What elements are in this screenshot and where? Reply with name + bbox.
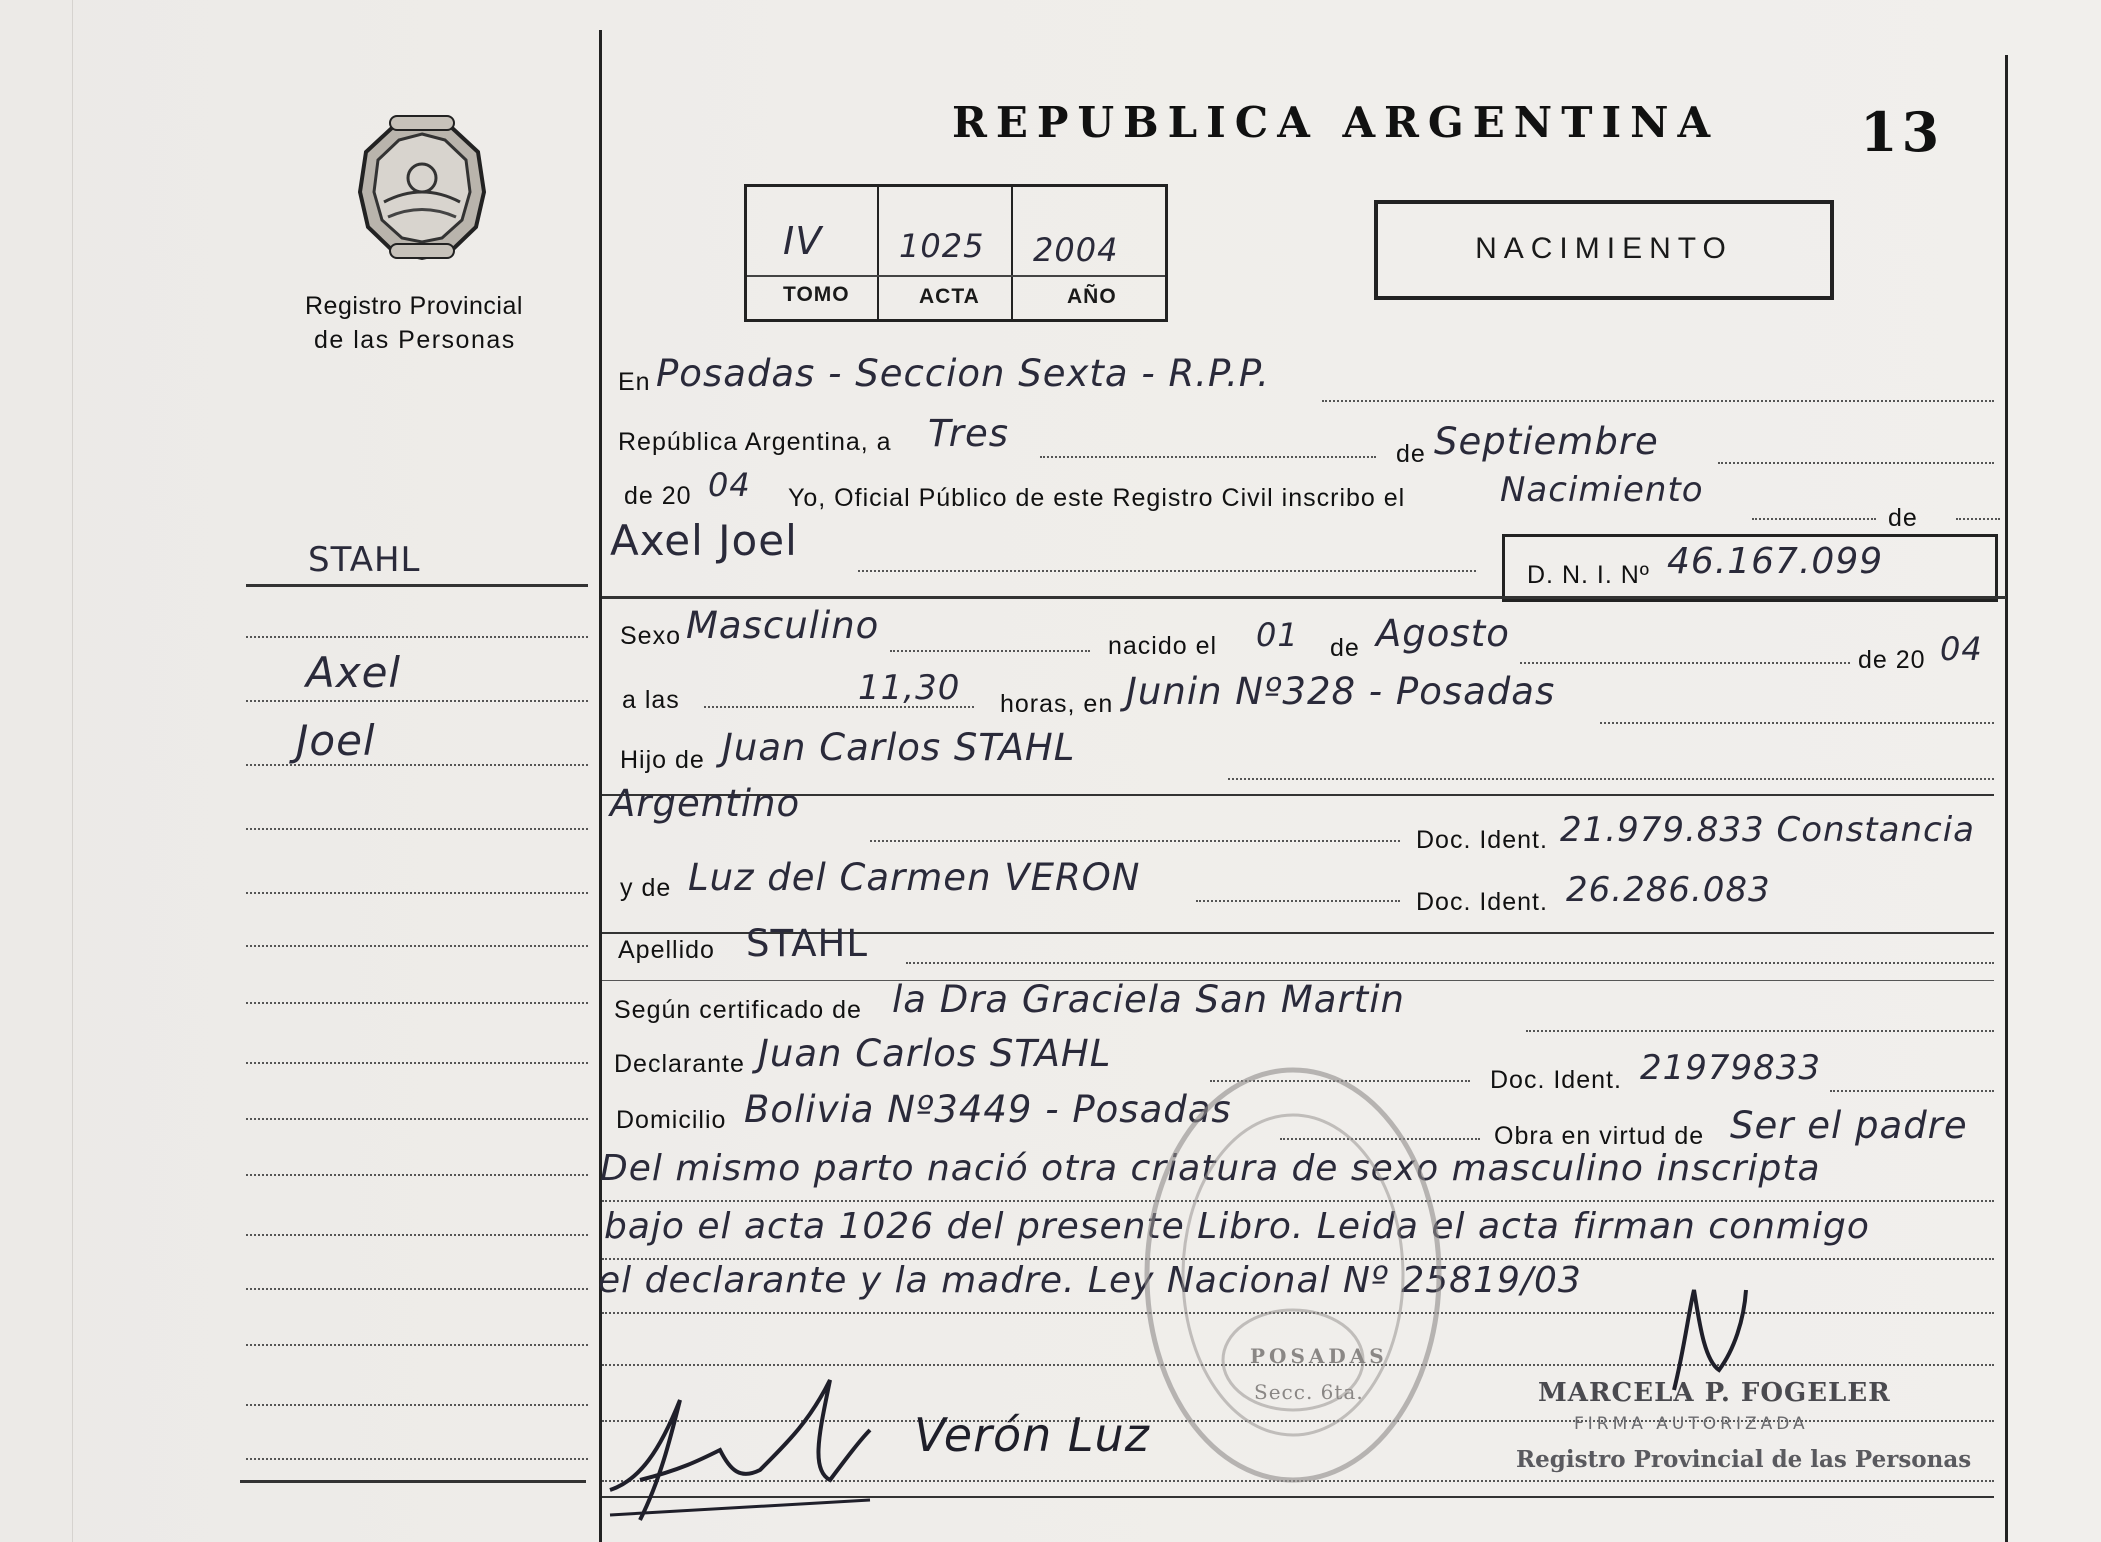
margin-name-1: Axel: [306, 648, 402, 697]
record-reference-box: [744, 184, 1168, 322]
registry-name-line1: Registro Provincial: [305, 292, 523, 320]
apellido-value: STAHL: [746, 922, 868, 965]
note-line-3: el declarante y la madre. Ley Nacional Nº 25819/03: [598, 1260, 1582, 1301]
fold-line: [72, 0, 73, 1542]
de20-label-2: de 20: [1858, 646, 1926, 674]
hijo-label: Hijo de: [620, 746, 705, 774]
mother-signature: Verón Luz: [914, 1408, 1150, 1462]
certificado-value: la Dra Graciela San Martin: [892, 978, 1405, 1021]
nacido-label: nacido el: [1108, 632, 1218, 660]
horas-label: horas, en: [1000, 690, 1114, 718]
de-label: de: [1396, 440, 1426, 468]
page-number: 13: [1860, 100, 1944, 164]
official-signature: [1664, 1260, 1754, 1400]
padre-nacionalidad: Argentino: [610, 782, 801, 825]
alas-label: a las: [622, 686, 680, 714]
madre-doc: 26.286.083: [1566, 870, 1771, 910]
madre-value: Luz del Carmen VERON: [688, 856, 1141, 899]
tomo-label: TOMO: [783, 283, 850, 306]
lugar-value: Junin Nº328 - Posadas: [1126, 670, 1556, 713]
ymadre-label: y de: [620, 874, 672, 902]
republica-label: República Argentina, a: [618, 428, 892, 456]
de-label-2: de: [1888, 504, 1918, 532]
en-value: Posadas - Seccion Sexta - R.P.P.: [656, 352, 1270, 395]
mes-value: Septiembre: [1434, 420, 1659, 463]
official-org: Registro Provincial de las Personas: [1516, 1446, 1972, 1473]
obra-label: Obra en virtud de: [1494, 1122, 1705, 1150]
anio-label: AÑO: [1067, 285, 1117, 308]
country-title: REPUBLICA ARGENTINA: [952, 98, 1720, 147]
tipo-value: Nacimiento: [1500, 470, 1704, 510]
apellido-label: Apellido: [618, 936, 715, 964]
stamp-city: POSADAS: [1250, 1344, 1388, 1368]
de20-label: de 20: [624, 482, 692, 510]
official-role: FIRMA AUTORIZADA: [1574, 1414, 1809, 1434]
declarante-value: Juan Carlos STAHL: [758, 1032, 1112, 1075]
hora-value: 11,30: [858, 668, 961, 708]
declarant-signature: [600, 1360, 880, 1530]
dni-value: 46.167.099: [1667, 541, 1884, 582]
padre-doc: 21.979.833 Constancia: [1560, 810, 1975, 850]
official-name: MARCELA P. FOGELER: [1538, 1378, 1891, 1408]
doc-label-3: Doc. Ident.: [1490, 1066, 1622, 1094]
anio-value: 2004: [1033, 231, 1119, 269]
obra-value: Ser el padre: [1730, 1104, 1968, 1147]
segun-label: Según certificado de: [614, 996, 862, 1024]
margin-surname: STAHL: [308, 540, 421, 580]
de-label-3: de: [1330, 634, 1360, 662]
dni-label: D. N. I. Nº: [1527, 561, 1650, 589]
note-line-2: bajo el acta 1026 del presente Libro. Leida el acta firman conmigo: [604, 1206, 1870, 1247]
en-label: En: [618, 368, 651, 396]
record-type-box: [1374, 200, 1834, 300]
nombre-value: Axel Joel: [610, 516, 798, 565]
stamp-section: Secc. 6ta.: [1254, 1380, 1364, 1404]
padre-value: Juan Carlos STAHL: [722, 726, 1076, 769]
tomo-value: IV: [783, 219, 823, 263]
registry-name-line2: de las Personas: [314, 326, 516, 354]
acta-label: ACTA: [919, 285, 980, 308]
province-seal-logo: [350, 112, 495, 262]
yo-label: Yo, Oficial Público de este Registro Civil inscribo el: [788, 484, 1406, 512]
sexo-value: Masculino: [686, 604, 880, 647]
anio-inscripcion: 04: [708, 466, 751, 504]
nacido-dia: 01: [1256, 616, 1299, 654]
acta-value: 1025: [899, 227, 985, 265]
declarante-label: Declarante: [614, 1050, 745, 1078]
doc-label: Doc. Ident.: [1416, 826, 1548, 854]
nacido-mes: Agosto: [1376, 612, 1510, 655]
official-stamp: [1138, 1060, 1448, 1490]
sexo-label: Sexo: [620, 622, 681, 650]
margin-name-2: Joel: [296, 716, 376, 765]
declarante-doc: 21979833: [1640, 1048, 1822, 1088]
doc-label-2: Doc. Ident.: [1416, 888, 1548, 916]
dni-box: [1502, 534, 1998, 602]
domicilio-value: Bolivia Nº3449 - Posadas: [744, 1088, 1232, 1131]
dia-value: Tres: [928, 412, 1009, 455]
domicilio-label: Domicilio: [616, 1106, 727, 1134]
note-line-1: Del mismo parto nació otra criatura de sexo masculino inscripta: [600, 1148, 1821, 1189]
right-border: [2005, 55, 2008, 1542]
record-type: NACIMIENTO: [1475, 232, 1733, 265]
margin-separator: [599, 30, 602, 1542]
nacido-anio: 04: [1940, 630, 1983, 668]
